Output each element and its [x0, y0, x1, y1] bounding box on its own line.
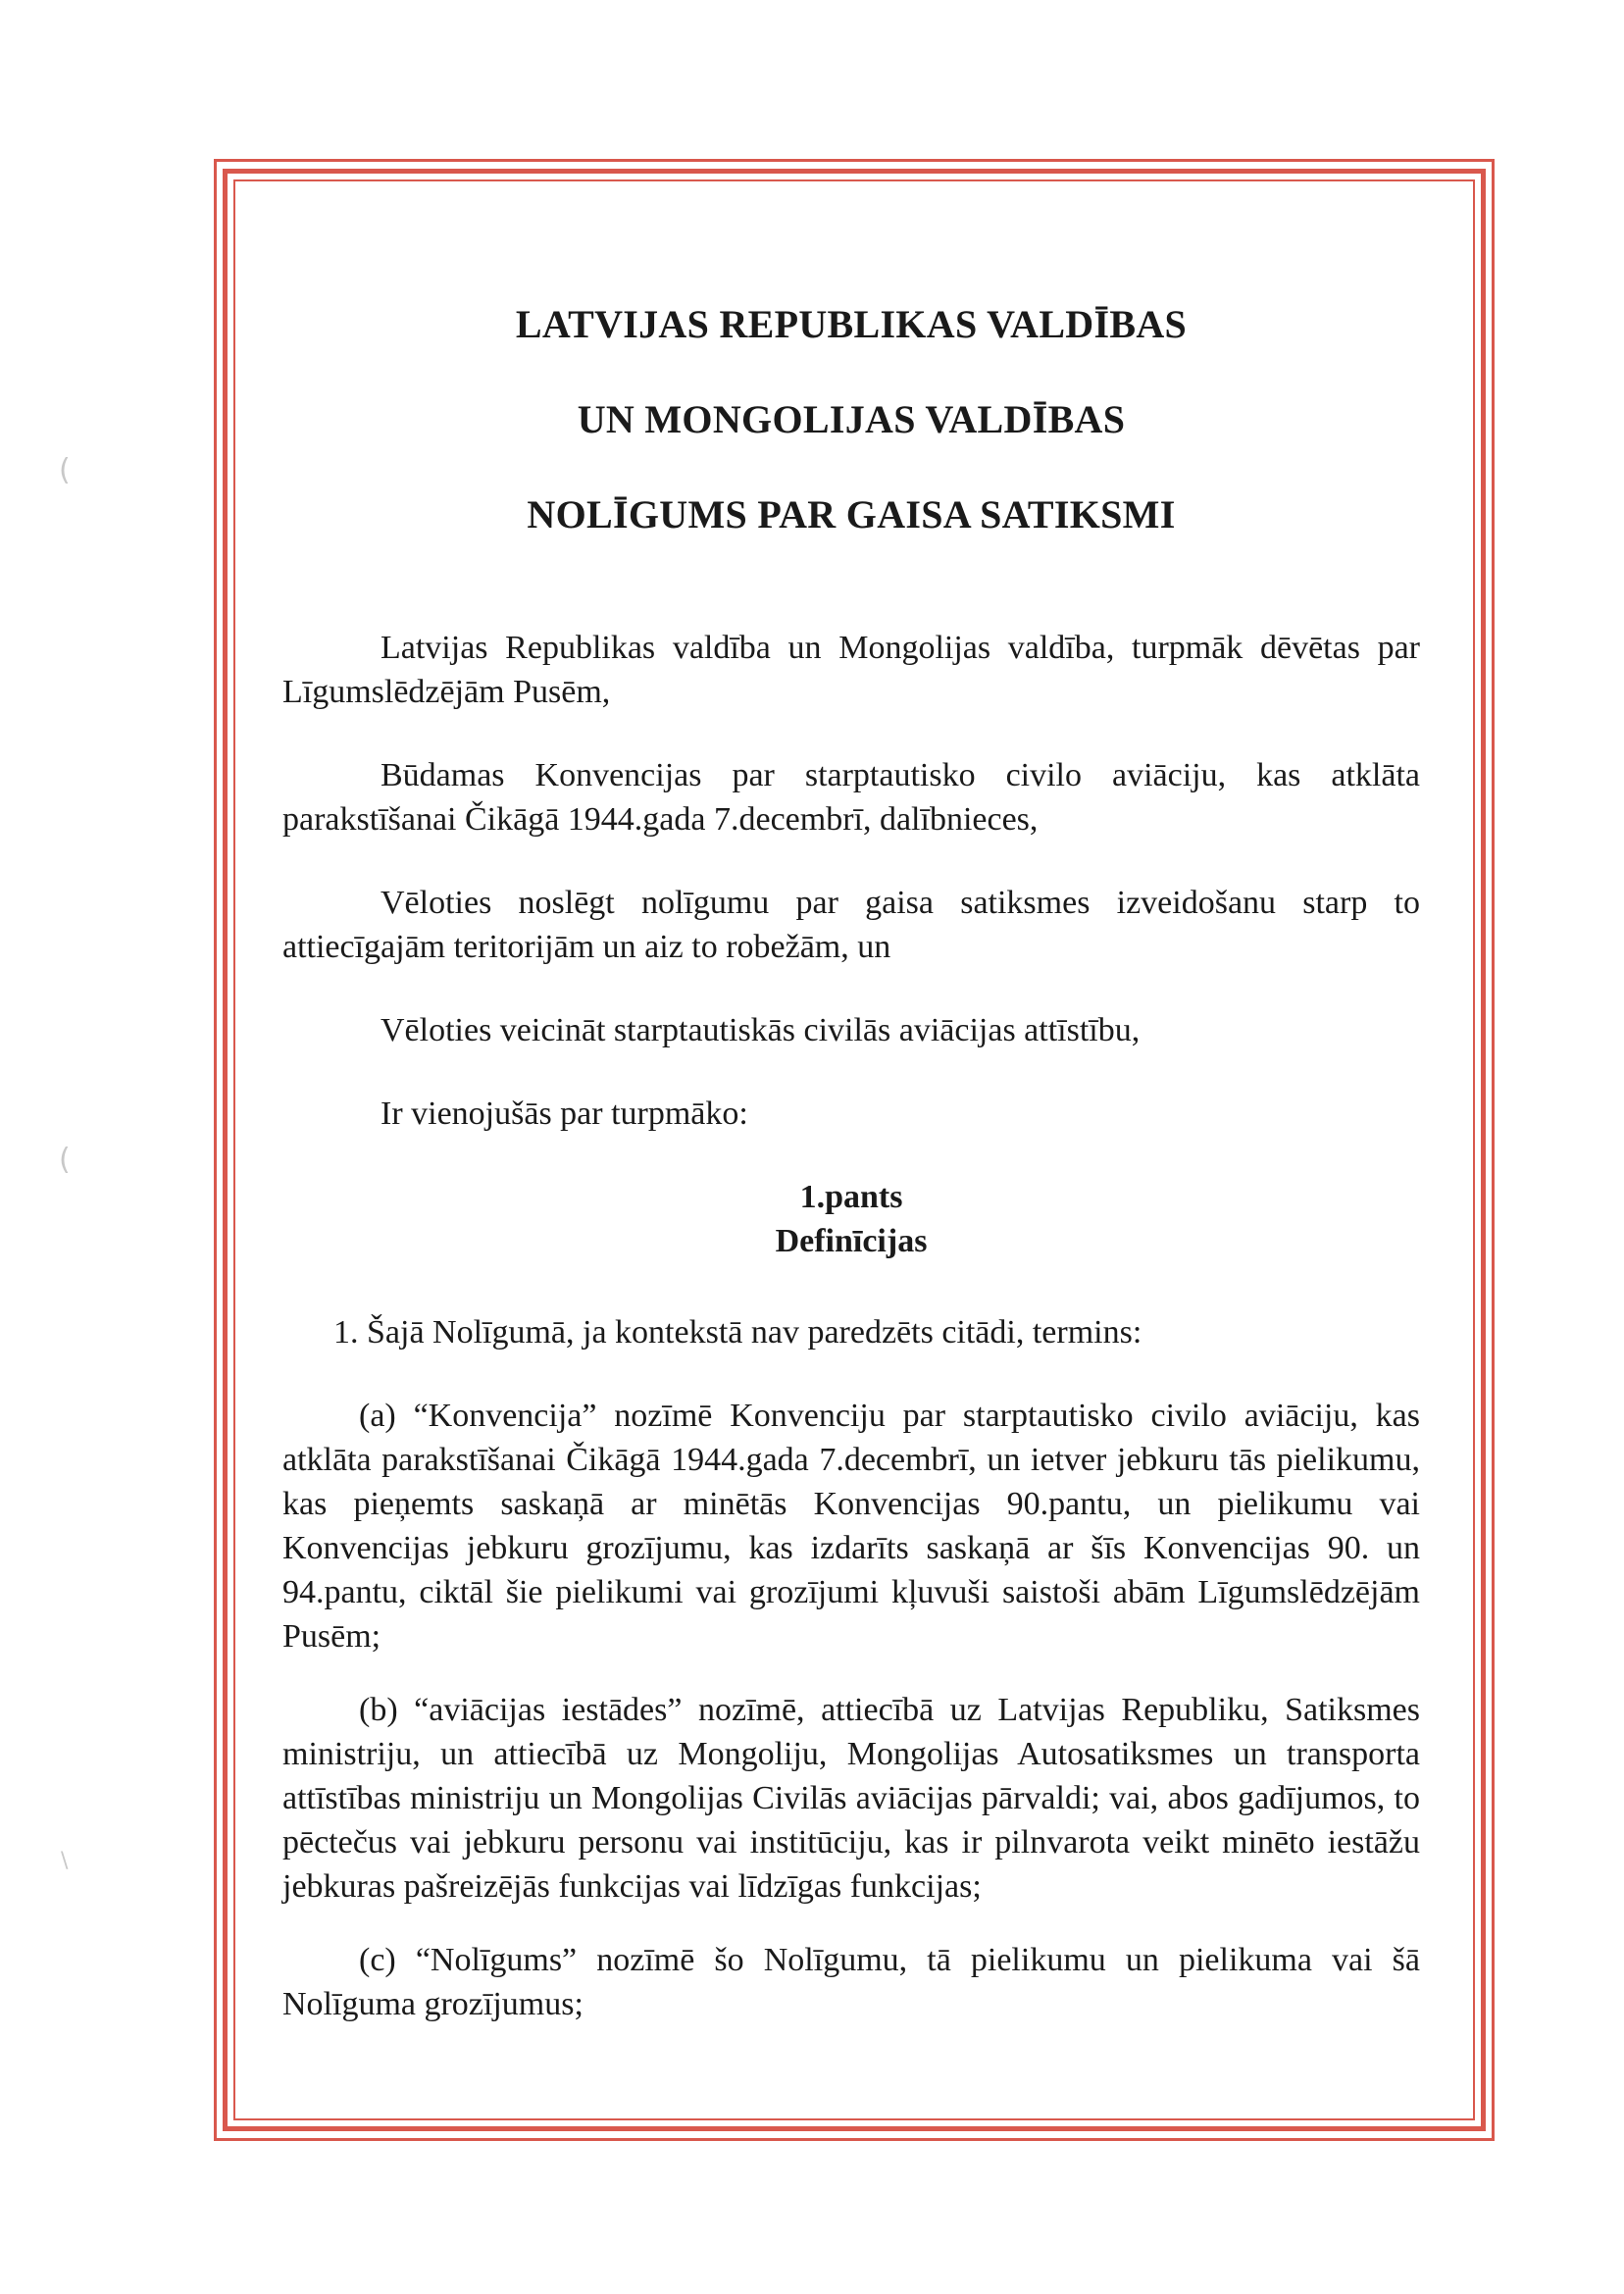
definition-c: (c) “Nolīgums” nozīmē šo Nolīgumu, tā pielikumu un pielikuma vai šā Nolīguma grozījumus;	[282, 1942, 1420, 2022]
title-line-2: UN MONGOLIJAS VALDĪBAS	[577, 397, 1126, 441]
article-number: 1.pants	[799, 1179, 903, 1215]
margin-mark: (	[59, 1143, 71, 1177]
margin-mark: (	[59, 453, 71, 487]
preamble-paragraph: Vēloties noslēgt nolīgumu par gaisa satiksmes izveidošanu starp to attiecīgajām teritorijām un aiz to robežām, un	[282, 885, 1420, 965]
title-line-3: NOLĪGUMS PAR GAISA SATIKSMI	[527, 492, 1176, 536]
clause-1: 1. Šajā Nolīgumā, ja kontekstā nav paredzēts citādi, termins:	[333, 1314, 1142, 1351]
preamble-paragraph: Latvijas Republikas valdība un Mongolijas valdība, turpmāk dēvētas par Līgumslēdzējām Pusēm,	[282, 630, 1420, 710]
margin-mark: \	[61, 1849, 69, 1873]
document-body	[282, 277, 1420, 2026]
preamble-paragraph: Ir vienojušās par turpmāko:	[381, 1096, 748, 1132]
title-line-1: LATVIJAS REPUBLIKAS VALDĪBAS	[515, 302, 1188, 346]
definition-b: (b) “aviācijas iestādes” nozīmē, attiecībā uz Latvijas Republiku, Satiksmes ministriju, un attiecībā uz Mongoliju, Mongolijas Autosatiksmes un transporta attīstības ministriju un Mongolijas Civilās aviācijas pārvaldi; vai, abos gadījumos, to pēctečus vai jebkuru personu vai institūciju, kas ir pilnvarota veikt minēto iestāžu jebkuras pašreizējās funkcijas vai līdzīgas funkcijas;	[282, 1692, 1420, 1905]
preamble-paragraph: Vēloties veicināt starptautiskās civilās aviācijas attīstību,	[381, 1012, 1141, 1048]
article-heading: Definīcijas	[775, 1223, 928, 1259]
definition-a: (a) “Konvencija” nozīmē Konvenciju par starptautisko civilo aviāciju, kas atklāta parakstīšanai Čikāgā 1944.gada 7.decembrī, un ietver jebkuru tās pielikumu, kas pieņemts saskaņā ar minētās Konvencijas 90.pantu, un pielikumu vai Konvencijas jebkuru grozījumu, kas izdarīts saskaņā ar šīs Konvencijas 90. un 94.pantu, ciktāl šie pielikumi vai grozījumi kļuvuši saistoši abām Līgumslēdzējām Pusēm;	[282, 1398, 1420, 1655]
preamble-paragraph: Būdamas Konvencijas par starptautisko civilo aviāciju, kas atklāta parakstīšanai Čikāgā 1944.gada 7.decembrī, dalībnieces,	[282, 757, 1420, 838]
